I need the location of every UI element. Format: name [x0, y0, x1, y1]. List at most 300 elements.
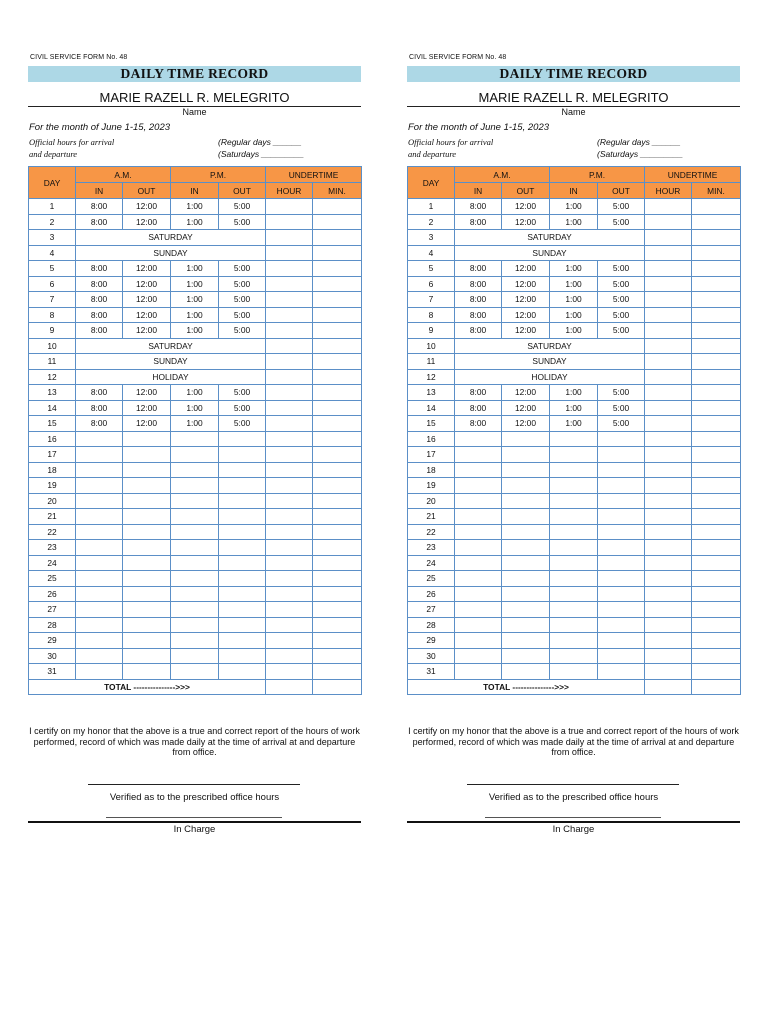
day-cell: 21 [29, 509, 76, 525]
am-out-cell [502, 462, 550, 478]
am-out-cell [502, 571, 550, 587]
undertime-min-cell [692, 493, 741, 509]
form-title: DAILY TIME RECORD [28, 66, 361, 82]
table-row [29, 509, 362, 525]
pm-out-cell: 5:00 [598, 307, 645, 323]
pm-in-cell: 1:00 [550, 400, 598, 416]
undertime-hour-cell [645, 338, 692, 354]
undertime-min-cell [692, 214, 741, 230]
undertime-hour-cell [266, 447, 313, 463]
total-row [408, 679, 741, 695]
am-out-cell: 12:00 [502, 199, 550, 215]
header-day: DAY [408, 167, 455, 199]
undertime-min-cell [692, 369, 741, 385]
day-cell: 21 [408, 509, 455, 525]
undertime-min-cell [313, 307, 362, 323]
pm-in-cell [171, 462, 219, 478]
undertime-min-cell [692, 323, 741, 339]
undertime-hour-cell [266, 230, 313, 246]
total-min-cell [313, 679, 362, 695]
pm-in-cell [171, 493, 219, 509]
am-out-cell [123, 555, 171, 571]
am-out-cell [123, 617, 171, 633]
am-in-cell [76, 493, 123, 509]
am-out-cell [502, 555, 550, 571]
undertime-min-cell [692, 447, 741, 463]
pm-out-cell: 5:00 [219, 276, 266, 292]
undertime-hour-cell [266, 509, 313, 525]
undertime-min-cell [692, 664, 741, 680]
table-row [29, 524, 362, 540]
am-out-cell: 12:00 [123, 199, 171, 215]
table-row [29, 462, 362, 478]
day-cell: 14 [29, 400, 76, 416]
undertime-min-cell [313, 540, 362, 556]
pm-out-cell [598, 493, 645, 509]
pm-in-cell: 1:00 [171, 385, 219, 401]
day-cell: 15 [408, 416, 455, 432]
am-in-cell [455, 617, 502, 633]
in-charge-label: In Charge [173, 824, 216, 835]
am-in-cell: 8:00 [455, 214, 502, 230]
undertime-hour-cell [266, 385, 313, 401]
pm-in-cell [171, 571, 219, 587]
regular-days-field: (Regular days ______ [218, 137, 302, 147]
undertime-hour-cell [266, 571, 313, 587]
table-row [29, 493, 362, 509]
am-in-cell: 8:00 [455, 323, 502, 339]
total-min-cell [692, 679, 741, 695]
header-am-in: IN [455, 183, 502, 199]
undertime-hour-cell [266, 400, 313, 416]
time-record-table [28, 166, 362, 695]
day-cell: 3 [408, 230, 455, 246]
am-in-cell [455, 664, 502, 680]
pm-out-cell [219, 617, 266, 633]
am-out-cell [123, 524, 171, 540]
undertime-min-cell [692, 400, 741, 416]
table-row [408, 416, 741, 432]
am-out-cell [502, 493, 550, 509]
table-row [29, 214, 362, 230]
pm-in-cell: 1:00 [550, 307, 598, 323]
day-cell: 19 [29, 478, 76, 494]
table-row [29, 555, 362, 571]
am-in-cell [455, 447, 502, 463]
undertime-min-cell [692, 633, 741, 649]
table-row [408, 354, 741, 370]
table-row [29, 602, 362, 618]
table-row [408, 664, 741, 680]
pm-out-cell: 5:00 [219, 385, 266, 401]
day-cell: 6 [408, 276, 455, 292]
day-note-cell: SUNDAY [455, 354, 645, 370]
undertime-hour-cell [266, 292, 313, 308]
header-hour: HOUR [266, 183, 313, 199]
time-record-table [407, 166, 741, 695]
am-out-cell: 12:00 [502, 323, 550, 339]
undertime-hour-cell [266, 338, 313, 354]
undertime-min-cell [313, 524, 362, 540]
am-out-cell: 12:00 [123, 261, 171, 277]
total-row [29, 679, 362, 695]
table-row [408, 602, 741, 618]
divider-line [407, 821, 740, 823]
undertime-min-cell [313, 292, 362, 308]
total-label: TOTAL --------------->>> [29, 679, 266, 695]
header-am: A.M. [76, 167, 171, 183]
day-cell: 6 [29, 276, 76, 292]
am-out-cell: 12:00 [123, 385, 171, 401]
form-number: CIVIL SERVICE FORM No. 48 [409, 54, 507, 61]
undertime-min-cell [692, 431, 741, 447]
am-in-cell [76, 431, 123, 447]
am-out-cell [123, 509, 171, 525]
undertime-hour-cell [266, 307, 313, 323]
pm-in-cell [550, 586, 598, 602]
pm-out-cell: 5:00 [219, 214, 266, 230]
am-in-cell: 8:00 [76, 292, 123, 308]
undertime-min-cell [692, 307, 741, 323]
verified-text: Verified as to the prescribed office hours [109, 792, 280, 803]
pm-out-cell [598, 586, 645, 602]
undertime-hour-cell [645, 617, 692, 633]
header-pm-in: IN [550, 183, 598, 199]
pm-out-cell [219, 431, 266, 447]
header-am-out: OUT [123, 183, 171, 199]
day-note-cell: SATURDAY [455, 338, 645, 354]
total-label: TOTAL --------------->>> [408, 679, 645, 695]
undertime-min-cell [692, 478, 741, 494]
undertime-hour-cell [266, 431, 313, 447]
certification-text: I certify on my honor that the above is a true and correct report of the hours of work performed, record of which was made daily at the time of arrival at and departure from office. [29, 726, 360, 757]
table-row [408, 571, 741, 587]
pm-out-cell [219, 586, 266, 602]
day-cell: 25 [408, 571, 455, 587]
table-body [29, 199, 362, 680]
pm-out-cell [219, 633, 266, 649]
day-cell: 27 [408, 602, 455, 618]
pm-out-cell [219, 540, 266, 556]
am-out-cell [123, 431, 171, 447]
pm-out-cell [598, 478, 645, 494]
am-in-cell [455, 524, 502, 540]
am-out-cell: 12:00 [502, 292, 550, 308]
pm-in-cell [550, 571, 598, 587]
pm-out-cell [598, 664, 645, 680]
total-hour-cell [266, 679, 313, 695]
employee-name: MARIE RAZELL R. MELEGRITO [99, 90, 290, 105]
header-min: MIN. [692, 183, 741, 199]
am-in-cell [76, 648, 123, 664]
am-out-cell [502, 586, 550, 602]
pm-in-cell [171, 602, 219, 618]
pm-in-cell [171, 540, 219, 556]
am-in-cell [76, 509, 123, 525]
table-row [408, 307, 741, 323]
pm-out-cell: 5:00 [598, 276, 645, 292]
pm-out-cell [598, 648, 645, 664]
am-in-cell [455, 555, 502, 571]
am-out-cell: 12:00 [123, 214, 171, 230]
day-cell: 30 [29, 648, 76, 664]
undertime-hour-cell [266, 602, 313, 618]
pm-out-cell [598, 447, 645, 463]
day-cell: 28 [408, 617, 455, 633]
undertime-hour-cell [645, 555, 692, 571]
undertime-min-cell [313, 323, 362, 339]
day-cell: 4 [408, 245, 455, 261]
saturdays-field: (Saturdays _________ [597, 149, 684, 159]
undertime-hour-cell [266, 261, 313, 277]
table-row [29, 648, 362, 664]
am-out-cell: 12:00 [502, 416, 550, 432]
pm-in-cell [550, 555, 598, 571]
am-in-cell [455, 478, 502, 494]
undertime-hour-cell [645, 230, 692, 246]
header-am-in: IN [76, 183, 123, 199]
am-out-cell [502, 664, 550, 680]
in-charge-label: In Charge [552, 824, 595, 835]
am-out-cell [123, 571, 171, 587]
official-hours-label: Official hours for arrival [29, 137, 115, 147]
undertime-min-cell [692, 354, 741, 370]
am-in-cell: 8:00 [455, 307, 502, 323]
undertime-hour-cell [645, 602, 692, 618]
undertime-min-cell [692, 292, 741, 308]
undertime-hour-cell [266, 617, 313, 633]
day-cell: 16 [29, 431, 76, 447]
table-row [29, 276, 362, 292]
undertime-min-cell [692, 245, 741, 261]
pm-in-cell [171, 431, 219, 447]
am-in-cell: 8:00 [76, 385, 123, 401]
undertime-hour-cell [266, 369, 313, 385]
pm-in-cell [171, 617, 219, 633]
am-out-cell [123, 493, 171, 509]
table-row [408, 648, 741, 664]
undertime-hour-cell [645, 431, 692, 447]
undertime-min-cell [313, 493, 362, 509]
undertime-hour-cell [266, 478, 313, 494]
table-row [29, 617, 362, 633]
pm-out-cell: 5:00 [219, 261, 266, 277]
undertime-hour-cell [645, 292, 692, 308]
pm-in-cell [550, 509, 598, 525]
table-row [408, 493, 741, 509]
table-row [29, 385, 362, 401]
table-row [408, 323, 741, 339]
pm-in-cell [550, 493, 598, 509]
verified-text: Verified as to the prescribed office hours [488, 792, 659, 803]
pm-out-cell: 5:00 [598, 416, 645, 432]
undertime-min-cell [313, 509, 362, 525]
day-cell: 12 [408, 369, 455, 385]
pm-out-cell: 5:00 [598, 261, 645, 277]
undertime-min-cell [313, 586, 362, 602]
undertime-min-cell [313, 617, 362, 633]
table-row [29, 664, 362, 680]
am-in-cell [455, 493, 502, 509]
undertime-hour-cell [645, 571, 692, 587]
pm-out-cell: 5:00 [598, 400, 645, 416]
day-note-cell: HOLIDAY [76, 369, 266, 385]
day-cell: 25 [29, 571, 76, 587]
table-row [408, 431, 741, 447]
day-cell: 10 [29, 338, 76, 354]
pm-out-cell [598, 571, 645, 587]
table-row [408, 245, 741, 261]
pm-in-cell: 1:00 [550, 416, 598, 432]
pm-in-cell [171, 555, 219, 571]
table-row [408, 447, 741, 463]
undertime-min-cell [313, 214, 362, 230]
undertime-min-cell [313, 385, 362, 401]
month-text: For the month of June 1-15, 2023 [29, 122, 171, 133]
undertime-min-cell [692, 385, 741, 401]
undertime-hour-cell [645, 261, 692, 277]
am-out-cell [123, 664, 171, 680]
undertime-min-cell [313, 555, 362, 571]
table-row [408, 524, 741, 540]
am-out-cell: 12:00 [502, 214, 550, 230]
pm-in-cell [171, 586, 219, 602]
day-cell: 1 [29, 199, 76, 215]
day-cell: 3 [29, 230, 76, 246]
undertime-min-cell [692, 586, 741, 602]
am-out-cell [502, 509, 550, 525]
header-hour: HOUR [645, 183, 692, 199]
pm-out-cell: 5:00 [219, 307, 266, 323]
undertime-min-cell [692, 416, 741, 432]
table-row [29, 447, 362, 463]
pm-in-cell [550, 664, 598, 680]
pm-out-cell [219, 648, 266, 664]
am-in-cell [455, 509, 502, 525]
pm-in-cell [550, 462, 598, 478]
pm-in-cell [550, 447, 598, 463]
pm-in-cell: 1:00 [171, 400, 219, 416]
undertime-hour-cell [645, 245, 692, 261]
am-in-cell [455, 571, 502, 587]
am-in-cell [76, 617, 123, 633]
undertime-min-cell [313, 230, 362, 246]
day-cell: 31 [29, 664, 76, 680]
day-cell: 13 [408, 385, 455, 401]
undertime-hour-cell [266, 245, 313, 261]
header-pm-out: OUT [219, 183, 266, 199]
day-cell: 2 [408, 214, 455, 230]
regular-days-field: (Regular days ______ [597, 137, 681, 147]
day-cell: 11 [29, 354, 76, 370]
day-cell: 5 [408, 261, 455, 277]
am-in-cell [455, 431, 502, 447]
pm-in-cell: 1:00 [550, 323, 598, 339]
table-row [408, 292, 741, 308]
official-hours-label-2: and departure [29, 149, 78, 159]
undertime-hour-cell [645, 354, 692, 370]
day-cell: 17 [29, 447, 76, 463]
am-out-cell [123, 540, 171, 556]
am-in-cell [76, 540, 123, 556]
am-out-cell [123, 462, 171, 478]
official-hours-label: Official hours for arrival [408, 137, 494, 147]
day-cell: 18 [29, 462, 76, 478]
day-note-cell: SUNDAY [455, 245, 645, 261]
day-cell: 20 [29, 493, 76, 509]
am-out-cell [123, 586, 171, 602]
table-row [29, 633, 362, 649]
day-cell: 9 [408, 323, 455, 339]
undertime-hour-cell [645, 478, 692, 494]
pm-in-cell: 1:00 [171, 214, 219, 230]
undertime-hour-cell [266, 323, 313, 339]
undertime-hour-cell [266, 664, 313, 680]
am-out-cell: 12:00 [502, 261, 550, 277]
total-hour-cell [645, 679, 692, 695]
am-out-cell [502, 602, 550, 618]
am-in-cell [76, 462, 123, 478]
undertime-min-cell [313, 664, 362, 680]
header-undertime: UNDERTIME [266, 167, 362, 183]
pm-out-cell: 5:00 [598, 323, 645, 339]
day-cell: 17 [408, 447, 455, 463]
day-cell: 24 [29, 555, 76, 571]
am-out-cell [502, 478, 550, 494]
day-cell: 22 [408, 524, 455, 540]
undertime-min-cell [313, 447, 362, 463]
pm-in-cell [171, 478, 219, 494]
pm-out-cell: 5:00 [598, 385, 645, 401]
day-cell: 13 [29, 385, 76, 401]
undertime-min-cell [692, 338, 741, 354]
undertime-hour-cell [266, 648, 313, 664]
pm-out-cell [219, 602, 266, 618]
am-in-cell: 8:00 [76, 214, 123, 230]
day-cell: 11 [408, 354, 455, 370]
header-pm: P.M. [550, 167, 645, 183]
pm-out-cell [598, 462, 645, 478]
day-cell: 29 [408, 633, 455, 649]
undertime-min-cell [313, 602, 362, 618]
table-row [29, 354, 362, 370]
table-row [29, 586, 362, 602]
day-note-cell: HOLIDAY [455, 369, 645, 385]
undertime-min-cell [692, 462, 741, 478]
am-out-cell [502, 431, 550, 447]
undertime-hour-cell [645, 586, 692, 602]
form-title: DAILY TIME RECORD [407, 66, 740, 82]
am-in-cell: 8:00 [455, 276, 502, 292]
employee-name: MARIE RAZELL R. MELEGRITO [478, 90, 669, 105]
pm-out-cell [219, 571, 266, 587]
day-cell: 8 [29, 307, 76, 323]
am-out-cell [502, 540, 550, 556]
saturdays-field: (Saturdays _________ [218, 149, 305, 159]
pm-out-cell: 5:00 [219, 199, 266, 215]
pm-out-cell [219, 524, 266, 540]
name-label: Name [182, 107, 207, 117]
am-out-cell [502, 617, 550, 633]
pm-out-cell [219, 664, 266, 680]
am-out-cell [502, 648, 550, 664]
pm-out-cell: 5:00 [219, 323, 266, 339]
table-row [408, 633, 741, 649]
undertime-hour-cell [645, 323, 692, 339]
undertime-hour-cell [645, 664, 692, 680]
table-row [408, 540, 741, 556]
am-in-cell: 8:00 [76, 307, 123, 323]
